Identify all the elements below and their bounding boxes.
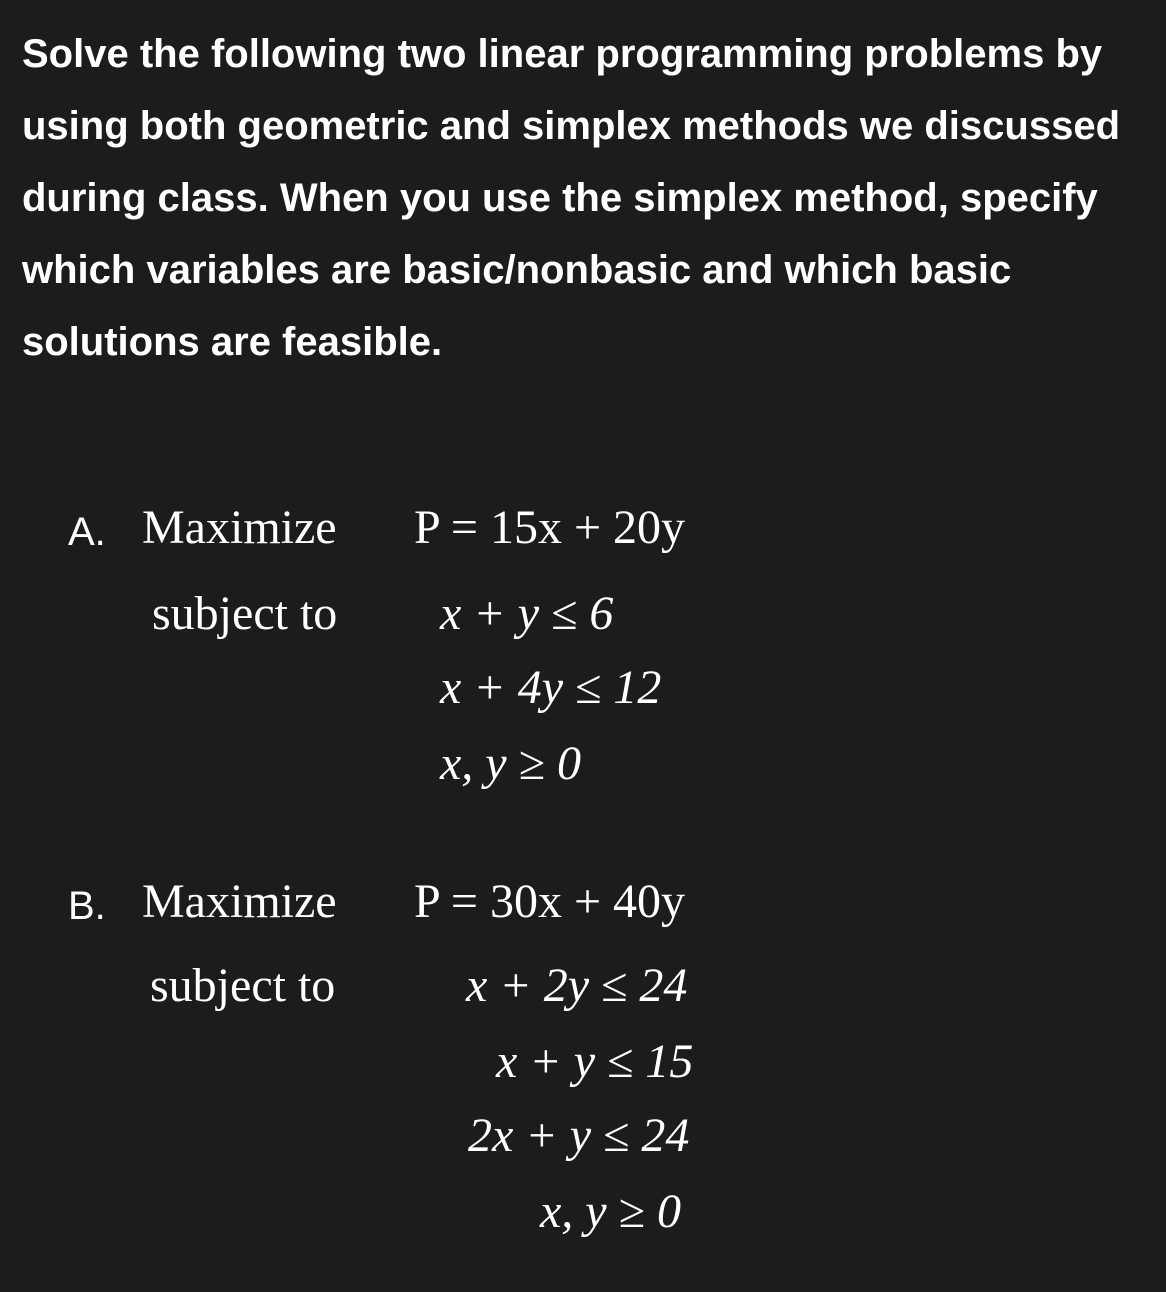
problem-a-constraint-3: x, y ≥ 0 [440,737,581,790]
problem-b-objective: P = 30x + 40y [414,875,686,928]
instructions-paragraph: Solve the following two linear programming problems by using both geometric and simplex methods we discussed during class. When you use the simplex method, specify which variables are basic/nonbasic and which basic solutions are feasible. [22,32,1121,364]
problem-b-constraint-2: x + y ≤ 15 [496,1035,694,1088]
problem-b-marker: B. [68,884,106,928]
problem-a-subject-to-label: subject to [152,587,338,640]
instructions-text [22,18,1157,378]
problem-b-subject-to-label: subject to [150,959,336,1012]
problem-a-objective: P = 15x + 20y [414,501,686,554]
problem-a-maximize-label: Maximize [142,501,337,554]
problem-a-marker: A. [68,510,106,554]
problem-b-constraint-3: 2x + y ≤ 24 [468,1109,690,1162]
problem-b-constraint-4: x, y ≥ 0 [540,1185,681,1238]
problem-b-constraint-1: x + 2y ≤ 24 [466,959,688,1012]
problem-a-constraint-1: x + y ≤ 6 [440,587,614,640]
problem-b-maximize-label: Maximize [142,875,337,928]
problem-a-constraint-2: x + 4y ≤ 12 [440,661,662,714]
